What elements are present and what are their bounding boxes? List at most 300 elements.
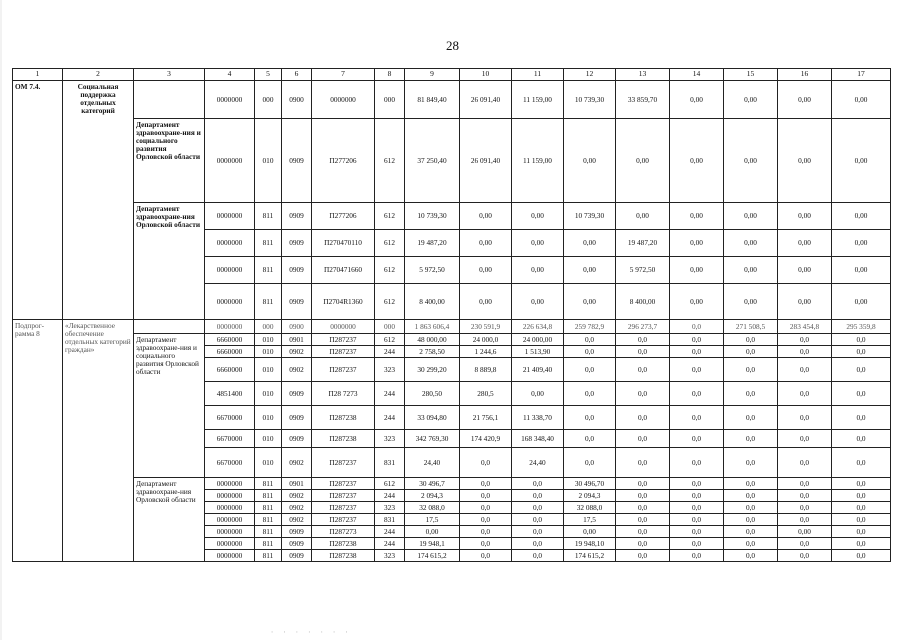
value-cell: 0000000 xyxy=(205,478,255,490)
value-cell: 0,0 xyxy=(616,346,670,358)
value-cell: 612 xyxy=(375,119,405,203)
value-cell: 24,40 xyxy=(405,448,460,478)
value-cell: 0,0 xyxy=(670,382,724,406)
column-header: 5 xyxy=(255,69,282,81)
value-cell: 0,0 xyxy=(616,490,670,502)
value-cell: 612 xyxy=(375,257,405,284)
column-header: 17 xyxy=(832,69,891,81)
value-cell: 0,0 xyxy=(460,538,512,550)
column-header: 8 xyxy=(375,69,405,81)
value-cell: 6660000 xyxy=(205,346,255,358)
page-number: 28 xyxy=(446,38,459,53)
value-cell: 0,0 xyxy=(778,334,832,346)
value-cell: 0902 xyxy=(282,514,312,526)
table-row xyxy=(13,119,891,203)
value-cell: 283 454,8 xyxy=(778,320,832,334)
value-cell: 612 xyxy=(375,478,405,490)
value-cell: 24,40 xyxy=(512,448,564,478)
value-cell: 32 088,0 xyxy=(405,502,460,514)
column-header: 13 xyxy=(616,69,670,81)
value-cell: 010 xyxy=(255,346,282,358)
value-cell: 26 091,40 xyxy=(460,81,512,119)
column-header: 2 xyxy=(63,69,134,81)
value-cell: 811 xyxy=(255,514,282,526)
column-header: 9 xyxy=(405,69,460,81)
value-cell: 0,0 xyxy=(778,502,832,514)
value-cell: 6660000 xyxy=(205,334,255,346)
column-header: 11 xyxy=(512,69,564,81)
value-cell: 0,0 xyxy=(832,346,891,358)
value-cell: 10 739,30 xyxy=(564,81,616,119)
value-cell: 0,00 xyxy=(778,230,832,257)
value-cell: 811 xyxy=(255,257,282,284)
value-cell: 0,0 xyxy=(778,448,832,478)
value-cell: 831 xyxy=(375,448,405,478)
value-cell: 0902 xyxy=(282,358,312,382)
value-cell: 0909 xyxy=(282,119,312,203)
value-cell: 0,00 xyxy=(670,203,724,230)
value-cell: 271 508,5 xyxy=(724,320,778,334)
value-cell: 0902 xyxy=(282,490,312,502)
value-cell: 0,0 xyxy=(832,490,891,502)
value-cell: 21 756,1 xyxy=(460,406,512,430)
department-name: Департамент здравоохране-ния и социального развития Орловской области xyxy=(134,119,205,203)
column-number-row xyxy=(13,69,891,81)
value-cell: 0902 xyxy=(282,502,312,514)
value-cell: 244 xyxy=(375,538,405,550)
value-cell: 0902 xyxy=(282,346,312,358)
value-cell: 0909 xyxy=(282,257,312,284)
value-cell: 0,0 xyxy=(616,406,670,430)
value-cell: 000 xyxy=(375,81,405,119)
value-cell: 0,0 xyxy=(832,406,891,430)
value-cell: 0000000 xyxy=(205,81,255,119)
value-cell: 0000000 xyxy=(205,257,255,284)
value-cell: 0,0 xyxy=(670,502,724,514)
value-cell: 0,0 xyxy=(832,334,891,346)
value-cell: 0,0 xyxy=(724,550,778,562)
value-cell: П270470110 xyxy=(312,230,375,257)
value-cell: 0909 xyxy=(282,526,312,538)
value-cell: 8 400,00 xyxy=(616,284,670,320)
column-header: 6 xyxy=(282,69,312,81)
value-cell: 0000000 xyxy=(205,550,255,562)
value-cell: 0,0 xyxy=(616,448,670,478)
table-row xyxy=(13,334,891,346)
value-cell: 230 591,9 xyxy=(460,320,512,334)
value-cell: 323 xyxy=(375,550,405,562)
value-cell: 0909 xyxy=(282,538,312,550)
value-cell: 0,00 xyxy=(512,284,564,320)
value-cell: 0,0 xyxy=(460,502,512,514)
value-cell: 19 487,20 xyxy=(616,230,670,257)
value-cell: 010 xyxy=(255,406,282,430)
value-cell: П287238 xyxy=(312,406,375,430)
value-cell: 0,0 xyxy=(724,478,778,490)
value-cell: 0,0 xyxy=(724,514,778,526)
column-header: 7 xyxy=(312,69,375,81)
value-cell: 1 513,90 xyxy=(512,346,564,358)
value-cell: 0902 xyxy=(282,448,312,478)
value-cell: 8 889,8 xyxy=(460,358,512,382)
value-cell: 000 xyxy=(255,81,282,119)
value-cell: 0,00 xyxy=(778,119,832,203)
scan-artifact: · · · · · · · xyxy=(270,629,351,637)
value-cell: 612 xyxy=(375,284,405,320)
value-cell: 831 xyxy=(375,514,405,526)
value-cell: 17,5 xyxy=(405,514,460,526)
value-cell: 0,0 xyxy=(670,358,724,382)
value-cell: 0,0 xyxy=(564,358,616,382)
value-cell: 0,0 xyxy=(616,478,670,490)
value-cell: 0,00 xyxy=(778,81,832,119)
value-cell: 11 338,70 xyxy=(512,406,564,430)
value-cell: 0909 xyxy=(282,406,312,430)
value-cell: П287273 xyxy=(312,526,375,538)
value-cell: 30 496,7 xyxy=(405,478,460,490)
value-cell: 0,0 xyxy=(832,502,891,514)
value-cell: 0,0 xyxy=(832,550,891,562)
value-cell: 0,0 xyxy=(564,382,616,406)
value-cell: 010 xyxy=(255,382,282,406)
value-cell: 244 xyxy=(375,490,405,502)
value-cell: 010 xyxy=(255,119,282,203)
value-cell: 295 359,8 xyxy=(832,320,891,334)
value-cell: П287237 xyxy=(312,502,375,514)
value-cell: 0,0 xyxy=(778,346,832,358)
subprogram8-section xyxy=(13,320,891,562)
value-cell: П28 7273 xyxy=(312,382,375,406)
value-cell: 0,0 xyxy=(832,448,891,478)
value-cell: П287237 xyxy=(312,346,375,358)
column-header: 12 xyxy=(564,69,616,81)
value-cell: 174 420,9 xyxy=(460,430,512,448)
value-cell: 0,00 xyxy=(778,526,832,538)
program-name: Социальная поддержка отдельных категорий xyxy=(63,81,134,320)
value-cell: 0,0 xyxy=(616,550,670,562)
budget-table xyxy=(12,68,891,562)
value-cell: 000 xyxy=(375,320,405,334)
value-cell: 0909 xyxy=(282,203,312,230)
value-cell: 244 xyxy=(375,382,405,406)
column-header: 16 xyxy=(778,69,832,81)
value-cell: 33 859,70 xyxy=(616,81,670,119)
value-cell: 0,00 xyxy=(724,284,778,320)
subprogram-name: «Лекарственное обеспечение отдельных категорий граждан» xyxy=(63,320,134,562)
value-cell: 0,00 xyxy=(832,257,891,284)
value-cell: 811 xyxy=(255,538,282,550)
value-cell: 0,0 xyxy=(832,526,891,538)
value-cell: 010 xyxy=(255,358,282,382)
value-cell: 0,0 xyxy=(778,382,832,406)
value-cell: 0,00 xyxy=(724,257,778,284)
value-cell: 0,00 xyxy=(670,81,724,119)
value-cell: 0,00 xyxy=(564,230,616,257)
value-cell: 0,00 xyxy=(512,382,564,406)
value-cell: 612 xyxy=(375,334,405,346)
value-cell: 32 088,0 xyxy=(564,502,616,514)
value-cell: 0,0 xyxy=(670,490,724,502)
value-cell: 0909 xyxy=(282,230,312,257)
value-cell: 19 487,20 xyxy=(405,230,460,257)
value-cell: 0,0 xyxy=(616,502,670,514)
value-cell: П287237 xyxy=(312,334,375,346)
value-cell: П287237 xyxy=(312,514,375,526)
value-cell: 0,0 xyxy=(670,514,724,526)
value-cell: 0,0 xyxy=(512,526,564,538)
empty-cell xyxy=(134,320,205,334)
value-cell: П287237 xyxy=(312,448,375,478)
value-cell: 0900 xyxy=(282,81,312,119)
value-cell: 0,0 xyxy=(778,430,832,448)
value-cell: 0,0 xyxy=(670,430,724,448)
column-header: 1 xyxy=(13,69,63,81)
value-cell: 0,0 xyxy=(616,538,670,550)
om74-section xyxy=(13,81,891,320)
value-cell: П287237 xyxy=(312,358,375,382)
value-cell: 0,0 xyxy=(724,406,778,430)
value-cell: 323 xyxy=(375,502,405,514)
value-cell: 0000000 xyxy=(312,81,375,119)
value-cell: 0,0 xyxy=(832,430,891,448)
value-cell: 4851400 xyxy=(205,382,255,406)
value-cell: 0,0 xyxy=(832,538,891,550)
value-cell: 19 948,10 xyxy=(564,538,616,550)
value-cell: 168 348,40 xyxy=(512,430,564,448)
value-cell: 811 xyxy=(255,230,282,257)
value-cell: 323 xyxy=(375,358,405,382)
value-cell: П270471660 xyxy=(312,257,375,284)
column-header: 3 xyxy=(134,69,205,81)
value-cell: 0,0 xyxy=(724,502,778,514)
value-cell: 811 xyxy=(255,478,282,490)
value-cell: 0,0 xyxy=(670,526,724,538)
value-cell: 0,0 xyxy=(670,550,724,562)
value-cell: 0,00 xyxy=(832,230,891,257)
value-cell: 0,00 xyxy=(460,257,512,284)
value-cell: 1 244,6 xyxy=(460,346,512,358)
value-cell: 0000000 xyxy=(205,119,255,203)
value-cell: 342 769,30 xyxy=(405,430,460,448)
value-cell: 0,0 xyxy=(832,358,891,382)
value-cell: 0,0 xyxy=(512,538,564,550)
value-cell: 0,0 xyxy=(670,538,724,550)
value-cell: 0,0 xyxy=(670,334,724,346)
value-cell: 811 xyxy=(255,502,282,514)
value-cell: 0,0 xyxy=(460,478,512,490)
value-cell: 244 xyxy=(375,406,405,430)
value-cell: 24 000,00 xyxy=(512,334,564,346)
subprogram-code: Подпрог-рамма 8 xyxy=(13,320,63,562)
value-cell: 811 xyxy=(255,490,282,502)
value-cell: П287237 xyxy=(312,478,375,490)
value-cell: 0,00 xyxy=(724,119,778,203)
value-cell: 0,00 xyxy=(512,257,564,284)
value-cell: 0,00 xyxy=(512,230,564,257)
value-cell: П287237 xyxy=(312,490,375,502)
value-cell: 010 xyxy=(255,334,282,346)
value-cell: 0,0 xyxy=(616,430,670,448)
value-cell: 0000000 xyxy=(205,203,255,230)
value-cell: 259 782,9 xyxy=(564,320,616,334)
value-cell: 0,0 xyxy=(512,550,564,562)
table-row xyxy=(13,81,891,119)
value-cell: 0,0 xyxy=(724,490,778,502)
value-cell: 6670000 xyxy=(205,406,255,430)
program-code: ОМ 7.4. xyxy=(13,81,63,320)
value-cell: 0,0 xyxy=(564,430,616,448)
department-name: Департамент здравоохране-ния Орловской области xyxy=(134,203,205,320)
table-row xyxy=(13,203,891,230)
value-cell: 0901 xyxy=(282,478,312,490)
value-cell: П277206 xyxy=(312,203,375,230)
value-cell: 0,00 xyxy=(616,119,670,203)
value-cell: 1 863 606,4 xyxy=(405,320,460,334)
value-cell: 811 xyxy=(255,203,282,230)
value-cell: 0900 xyxy=(282,320,312,334)
value-cell: 0909 xyxy=(282,382,312,406)
value-cell: 0000000 xyxy=(205,514,255,526)
value-cell: П287238 xyxy=(312,430,375,448)
value-cell: 0,00 xyxy=(460,230,512,257)
value-cell: 0,0 xyxy=(832,514,891,526)
column-header: 4 xyxy=(205,69,255,81)
value-cell: 0909 xyxy=(282,430,312,448)
value-cell: 0000000 xyxy=(205,320,255,334)
value-cell: 0,0 xyxy=(670,448,724,478)
value-cell: 0,0 xyxy=(670,478,724,490)
value-cell: 5 972,50 xyxy=(405,257,460,284)
value-cell: 0,0 xyxy=(616,382,670,406)
value-cell: 0,0 xyxy=(460,550,512,562)
value-cell: 0,0 xyxy=(564,448,616,478)
value-cell: П2704R1360 xyxy=(312,284,375,320)
value-cell: 0,0 xyxy=(564,346,616,358)
value-cell: 0,0 xyxy=(778,406,832,430)
value-cell: 0,00 xyxy=(405,526,460,538)
column-header: 14 xyxy=(670,69,724,81)
value-cell: П287238 xyxy=(312,538,375,550)
value-cell: 0,0 xyxy=(616,358,670,382)
value-cell: 0000000 xyxy=(205,502,255,514)
value-cell: 30 496,70 xyxy=(564,478,616,490)
value-cell: 0,0 xyxy=(616,514,670,526)
value-cell: 0,00 xyxy=(512,203,564,230)
value-cell: 0,0 xyxy=(778,538,832,550)
value-cell: 0909 xyxy=(282,284,312,320)
value-cell: 0,00 xyxy=(460,284,512,320)
value-cell: 0,00 xyxy=(832,284,891,320)
table-row xyxy=(13,478,891,490)
value-cell: 612 xyxy=(375,203,405,230)
value-cell: 174 615,2 xyxy=(405,550,460,562)
value-cell: 10 739,30 xyxy=(405,203,460,230)
value-cell: 0,00 xyxy=(670,284,724,320)
value-cell: 8 400,00 xyxy=(405,284,460,320)
value-cell: 0,00 xyxy=(724,230,778,257)
value-cell: 6660000 xyxy=(205,358,255,382)
value-cell: 0,00 xyxy=(670,230,724,257)
value-cell: 0,00 xyxy=(670,119,724,203)
value-cell: 0,0 xyxy=(724,526,778,538)
value-cell: 0,00 xyxy=(832,203,891,230)
value-cell: 0000000 xyxy=(205,284,255,320)
value-cell: 0,0 xyxy=(460,514,512,526)
value-cell: 323 xyxy=(375,430,405,448)
value-cell: 0,0 xyxy=(778,358,832,382)
value-cell: 0,0 xyxy=(512,490,564,502)
value-cell: 10 739,30 xyxy=(564,203,616,230)
value-cell: 11 159,00 xyxy=(512,81,564,119)
column-header: 15 xyxy=(724,69,778,81)
value-cell: 33 094,80 xyxy=(405,406,460,430)
value-cell: 0,00 xyxy=(832,81,891,119)
value-cell: 0,0 xyxy=(724,382,778,406)
value-cell: 2 094,3 xyxy=(405,490,460,502)
value-cell: 0,00 xyxy=(724,81,778,119)
value-cell: 81 849,40 xyxy=(405,81,460,119)
value-cell: 0,0 xyxy=(670,406,724,430)
value-cell: 811 xyxy=(255,526,282,538)
value-cell: 0,0 xyxy=(460,448,512,478)
value-cell: 0,0 xyxy=(724,448,778,478)
value-cell: 612 xyxy=(375,230,405,257)
value-cell: 5 972,50 xyxy=(616,257,670,284)
value-cell: 17,5 xyxy=(564,514,616,526)
scan-edge xyxy=(0,0,2,640)
value-cell: 280,50 xyxy=(405,382,460,406)
value-cell: 2 758,50 xyxy=(405,346,460,358)
value-cell: П277206 xyxy=(312,119,375,203)
value-cell: 010 xyxy=(255,448,282,478)
value-cell: 811 xyxy=(255,284,282,320)
value-cell: 0,0 xyxy=(670,346,724,358)
value-cell: 0,0 xyxy=(778,514,832,526)
value-cell: 0,00 xyxy=(778,284,832,320)
value-cell: 811 xyxy=(255,550,282,562)
value-cell: 0,0 xyxy=(724,358,778,382)
value-cell: 0,0 xyxy=(512,478,564,490)
value-cell: 000 xyxy=(255,320,282,334)
value-cell: 226 634,8 xyxy=(512,320,564,334)
value-cell: 0000000 xyxy=(312,320,375,334)
value-cell: 0,0 xyxy=(778,550,832,562)
value-cell: 296 273,7 xyxy=(616,320,670,334)
value-cell: 0,00 xyxy=(832,119,891,203)
value-cell: 21 409,40 xyxy=(512,358,564,382)
value-cell: 0,0 xyxy=(670,320,724,334)
value-cell: 0,00 xyxy=(778,203,832,230)
value-cell: 37 250,40 xyxy=(405,119,460,203)
value-cell: 0,0 xyxy=(512,502,564,514)
value-cell: 0000000 xyxy=(205,526,255,538)
value-cell: 24 000,0 xyxy=(460,334,512,346)
value-cell: 0,00 xyxy=(564,119,616,203)
value-cell: 0,00 xyxy=(670,257,724,284)
value-cell: 0,00 xyxy=(564,257,616,284)
value-cell: 2 094,3 xyxy=(564,490,616,502)
value-cell: 010 xyxy=(255,430,282,448)
value-cell: 26 091,40 xyxy=(460,119,512,203)
value-cell: 0901 xyxy=(282,334,312,346)
value-cell: 0,0 xyxy=(460,490,512,502)
value-cell: 30 299,20 xyxy=(405,358,460,382)
value-cell: 0,0 xyxy=(460,526,512,538)
value-cell: 0,00 xyxy=(724,203,778,230)
value-cell: 0,0 xyxy=(778,490,832,502)
value-cell: 0,00 xyxy=(616,203,670,230)
value-cell: 48 000,00 xyxy=(405,334,460,346)
